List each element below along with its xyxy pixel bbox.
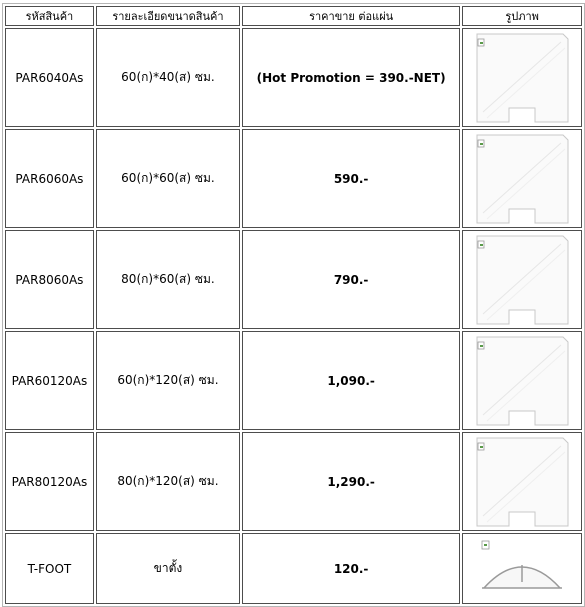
product-price: 1,290.- [242,432,460,531]
product-price: 120.- [242,533,460,604]
product-image-cell [462,28,582,127]
product-price: (Hot Promotion = 390.-NET) [242,28,460,127]
table-header-row [5,6,582,26]
partition-panel-image [473,234,571,326]
product-size: 80(ก)*60(ส) ซม. [96,230,240,329]
product-image-cell [462,129,582,228]
product-image-cell [462,331,582,430]
partition-panel-image [473,436,571,528]
header-product-code: รหัสสินค้า [5,6,94,26]
header-price-per-sheet: ราคาขาย ต่อแผ่น [242,6,460,26]
product-size: 60(ก)*60(ส) ซม. [96,129,240,228]
partition-panel-image [473,133,571,225]
product-price-table [2,3,585,607]
product-code: PAR6040As [5,28,94,127]
product-image-cell [462,432,582,531]
product-code: PAR8060As [5,230,94,329]
table-row [5,331,582,430]
product-code: T-FOOT [5,533,94,604]
product-code: PAR6060As [5,129,94,228]
product-size: 60(ก)*40(ส) ซม. [96,28,240,127]
table-row [5,129,582,228]
t-foot-stand-image [472,538,572,600]
header-image: รูปภาพ [462,6,582,26]
product-image-cell [462,533,582,604]
header-size-detail: รายละเอียดขนาดสินค้า [96,6,240,26]
product-price: 790.- [242,230,460,329]
product-size: 60(ก)*120(ส) ซม. [96,331,240,430]
table-row [5,432,582,531]
product-code: PAR80120As [5,432,94,531]
partition-panel-image [473,32,571,124]
product-code: PAR60120As [5,331,94,430]
product-price: 590.- [242,129,460,228]
partition-panel-image [473,335,571,427]
table-row [5,533,582,604]
product-image-cell [462,230,582,329]
table-row [5,28,582,127]
product-price: 1,090.- [242,331,460,430]
product-size: 80(ก)*120(ส) ซม. [96,432,240,531]
product-size: ขาตั้ง [96,533,240,604]
table-row [5,230,582,329]
